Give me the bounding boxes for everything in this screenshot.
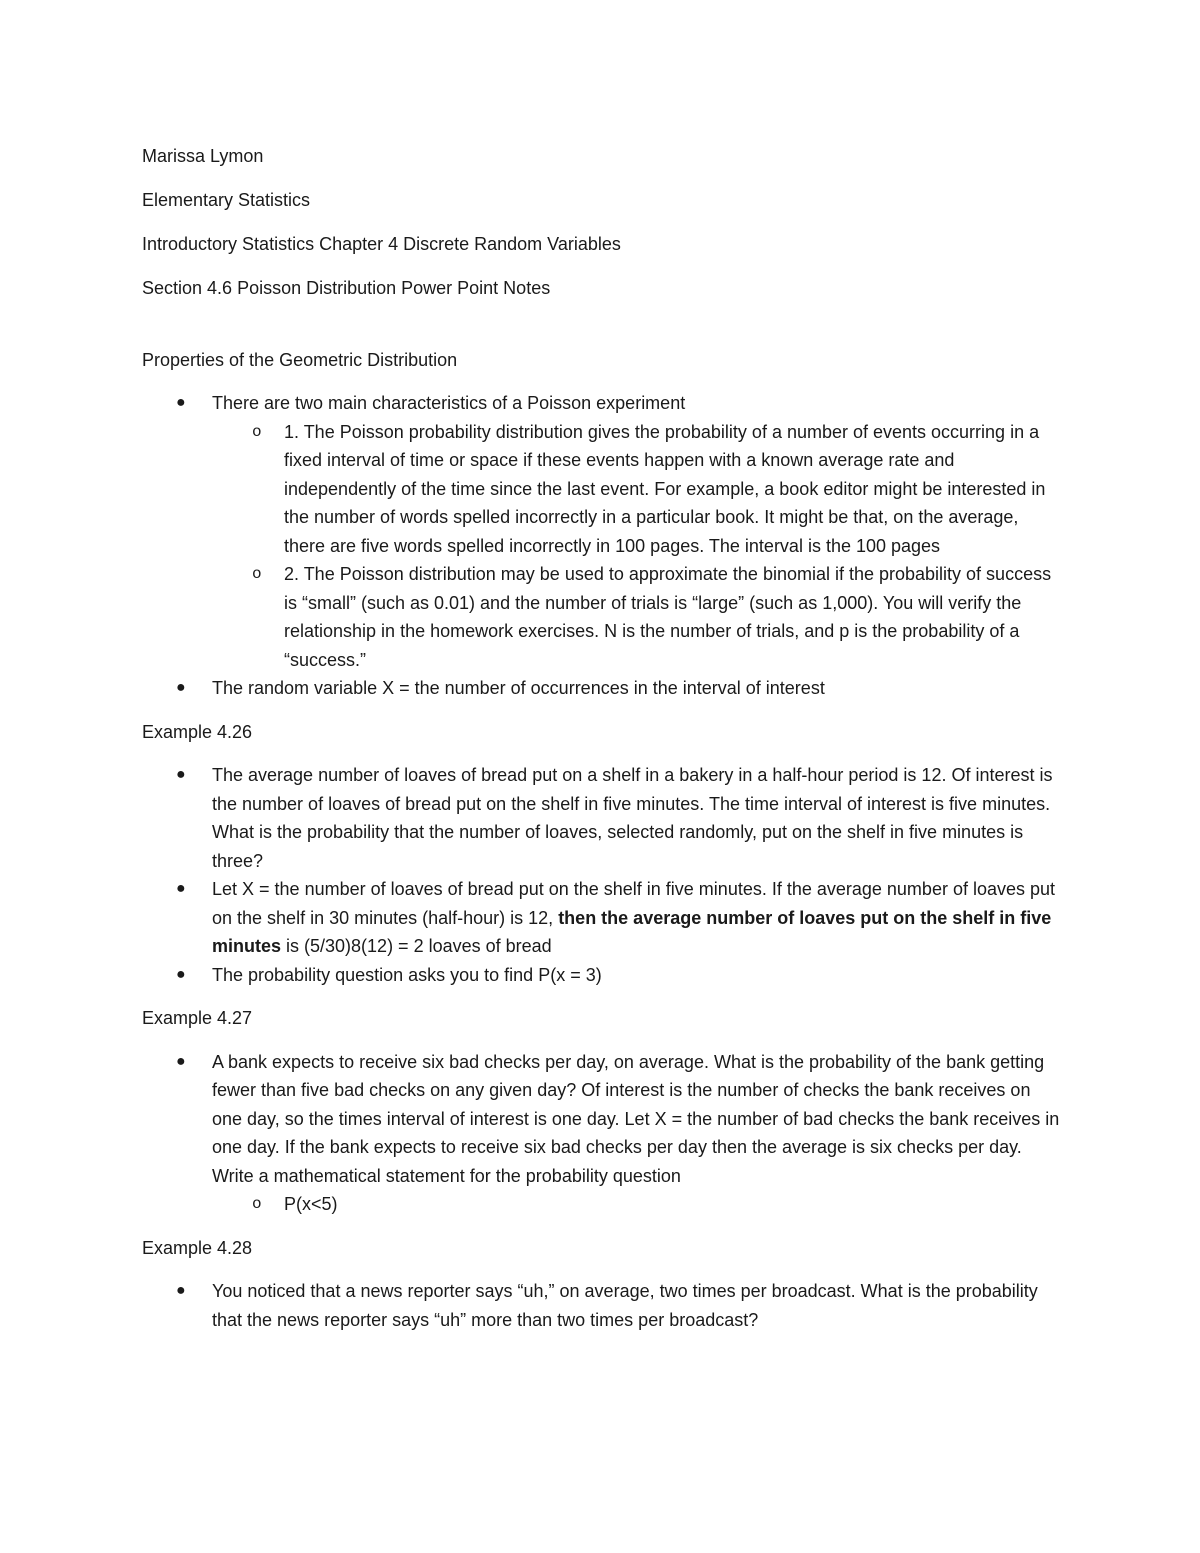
chapter-title: Introductory Statistics Chapter 4 Discrete Random Variables xyxy=(142,234,621,254)
example-4-26-list xyxy=(142,761,1062,989)
sub-bullet-icon: o xyxy=(252,1195,262,1213)
list-item-text: You noticed that a news reporter says “uh,” on average, two times per broadcast. What is the probability that the news reporter says “uh” more than two times per broadcast? xyxy=(212,1281,1038,1330)
section-title: Section 4.6 Poisson Distribution Power Point Notes xyxy=(142,278,551,298)
sub-list xyxy=(212,418,1062,675)
properties-list xyxy=(142,389,1062,703)
sub-bullet-icon: o xyxy=(252,565,262,583)
list-item-text: There are two main characteristics of a Poisson experiment xyxy=(212,393,686,413)
spacer xyxy=(142,303,1062,346)
list-item xyxy=(142,674,1062,703)
sub-list xyxy=(212,1190,1062,1219)
bullet-icon: ● xyxy=(176,965,186,983)
bullet-icon: ● xyxy=(176,1282,186,1299)
list-item xyxy=(142,761,1062,875)
list-item xyxy=(142,961,1062,990)
sub-bullet-icon: o xyxy=(252,422,262,441)
text-run: is (5/30)8(12) = 2 loaves of bread xyxy=(281,936,552,956)
list-item-text: The random variable X = the number of occurrences in the interval of interest xyxy=(212,678,825,698)
list-item-text: The probability question asks you to find P(x = 3) xyxy=(212,964,602,985)
bold-text-run: then the average number of loaves put on the shelf in five minutes xyxy=(212,907,1052,956)
sub-list-item xyxy=(212,1190,1062,1219)
bullet-icon: ● xyxy=(176,766,186,783)
list-item-text xyxy=(212,879,1055,956)
sub-list-item xyxy=(212,418,1062,561)
bullet-icon: ● xyxy=(176,1052,186,1070)
text-run: Let X = the number of loaves of bread put on the shelf in five minutes. If the average number of loaves put on the shelf in 30 minutes (half-hour) is 12, xyxy=(212,879,1056,928)
sub-list-item-text: P(x<5) xyxy=(284,1194,338,1214)
example-4-28-list xyxy=(142,1277,1062,1334)
example-4-27-list xyxy=(142,1048,1062,1219)
bullet-icon: ● xyxy=(176,679,186,696)
bullet-icon: ● xyxy=(176,394,186,411)
sub-list-item-text: 1. The Poisson probability distribution gives the probability of a number of events occurring in a fixed interval of time or space if these events happen with a known average rate and independently of the time since the last event. For example, a book editor might be interested in the number of words spelled incorrectly in a particular book. It might be that, on the average, there are five words spelled incorrectly in 100 pages. The interval is the 100 pages xyxy=(284,421,1046,556)
list-item xyxy=(142,875,1062,961)
list-item xyxy=(142,389,1062,674)
list-item xyxy=(142,1277,1062,1334)
sub-list-item-text: 2. The Poisson distribution may be used to approximate the binomial if the probability of success is “small” (such as 0.01) and the number of trials is “large” (such as 1,000). You will verify the relationship in the homework exercises. N is the number of trials, and p is the probability of a “success.” xyxy=(284,564,1052,670)
list-item-text: The average number of loaves of bread put on a shelf in a bakery in a half-hour period is 12. Of interest is the number of loaves of bread put on the shelf in five minutes. The time interval of interest is five minutes. What is the probability that the number of loaves, selected randomly, put on the shelf in five minutes is three? xyxy=(212,765,1053,871)
author-name: Marissa Lymon xyxy=(142,146,264,166)
properties-heading: Properties of the Geometric Distribution xyxy=(142,349,458,370)
list-item xyxy=(142,1048,1062,1219)
document-body xyxy=(142,142,1062,1349)
sub-list-item xyxy=(212,560,1062,674)
list-item-text: A bank expects to receive six bad checks per day, on average. What is the probability of the bank getting fewer than five bad checks on any given day? Of interest is the number of checks the bank receives on one day, so the times interval of interest is one day. Let X = the number of bad checks the bank receives in one day. If the bank expects to receive six bad checks per day then the average is six checks per day. Write a mathematical statement for the probability question xyxy=(212,1051,1060,1186)
bullet-icon: ● xyxy=(176,880,186,897)
course-name: Elementary Statistics xyxy=(142,190,311,210)
example-4-28-heading: Example 4.28 xyxy=(142,1237,253,1258)
example-4-27-heading: Example 4.27 xyxy=(142,1008,253,1028)
example-4-26-heading: Example 4.26 xyxy=(142,721,253,742)
